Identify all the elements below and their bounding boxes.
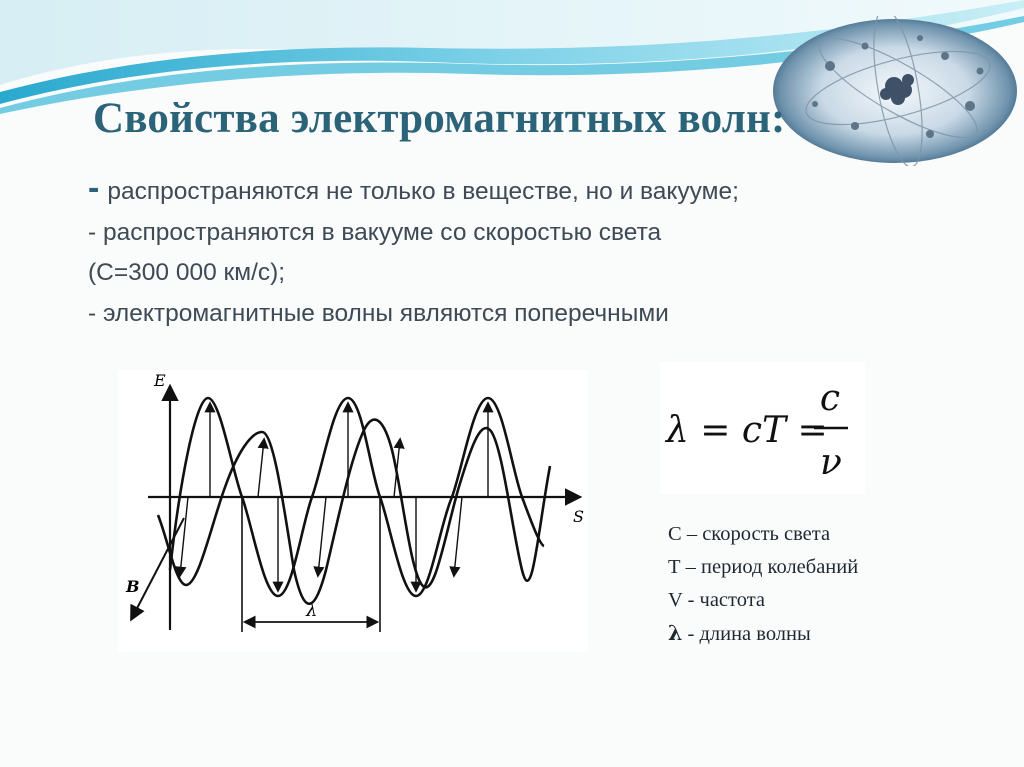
atom-logo-icon xyxy=(770,16,1020,166)
list-item: (С=300 000 км/с); xyxy=(88,259,286,286)
symbol-legend xyxy=(668,518,858,651)
list-item: - электромагнитные волны являются поперечными xyxy=(88,299,669,327)
property-list xyxy=(88,168,888,334)
axis-s-label: S xyxy=(573,507,584,526)
legend-item xyxy=(668,584,858,617)
bullet-text: распространяются не только в веществе, но и вакууме; xyxy=(107,178,739,205)
axis-b-label: B xyxy=(126,577,140,596)
legend-symbol: V xyxy=(668,589,683,611)
legend-item xyxy=(668,518,858,551)
wavelength-label: λ xyxy=(306,600,318,621)
b-wave xyxy=(158,420,550,604)
legend-symbol: Т xyxy=(668,556,681,578)
wavelength-formula xyxy=(660,362,865,494)
formula-lhs: λ = cT = xyxy=(666,410,828,451)
formula-denominator: ν xyxy=(820,442,842,483)
legend-symbol: С xyxy=(668,523,682,545)
legend-text: – скорость света xyxy=(681,523,831,545)
slide-title: Свойства электромагнитных волн: xyxy=(93,95,786,142)
bullet-dash: - xyxy=(88,169,100,207)
axis-e-label: E xyxy=(154,371,166,390)
legend-text: – период колебаний xyxy=(680,556,859,578)
legend-text: - длина волны xyxy=(682,623,811,645)
list-item xyxy=(88,168,888,213)
legend-item xyxy=(668,617,858,651)
legend-text: - частота xyxy=(682,589,765,611)
list-item: - распространяются в вакууме со скоростью света xyxy=(88,218,662,246)
legend-symbol: λ xyxy=(668,621,683,645)
legend-item xyxy=(668,551,858,584)
em-wave-figure xyxy=(118,370,588,652)
formula-numerator: c xyxy=(819,378,841,419)
